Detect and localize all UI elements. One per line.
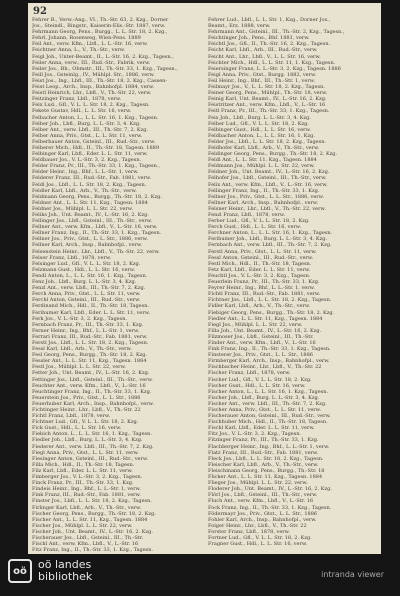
directory-entry: Felzmann Gust., Hdl., L. L. Str. 16, verw. bbox=[32, 266, 136, 273]
directory-entry: Flörl Jos., Lbfl., Gsteinl., III., Th.-Str., verw. bbox=[208, 492, 318, 499]
directory-entry: Fellner Franz, Ing., II., Th.-Str. 33, 1. Kzg., Tagesn. bbox=[32, 230, 162, 237]
directory-entry: Feldbauer Jos., V. L.-Str. 3, 2. Kzg., Tagesn. bbox=[32, 157, 142, 164]
directory-entry: Fiedler Joh., Lbfl., Burg. L. L.-Str. 3, 4. Kzg. bbox=[32, 437, 143, 444]
directory-entry: Fichtl Franz, III., Rud.-Str., Fab. 1881, verw. bbox=[208, 291, 321, 298]
directory-entry: Ferstl Jos., Lbfl., L. L. Str. 18, 2. Kzg., Tagesn. bbox=[32, 339, 149, 346]
directory-entry: Feuerlein Franz, Pr., III., Th.-Str. 33, 1. Kzg. bbox=[208, 279, 320, 286]
directory-entry: Felhofer Jos., Lbfl., Gsteinl., III., Th.-Str., verw. bbox=[208, 175, 327, 182]
directory-entry: Flatz Franz, III., Rud.-Str., Fab. 1881, verw. bbox=[208, 449, 319, 456]
directory-entry: Beamt., Erz. 1888, verw. bbox=[208, 23, 271, 30]
directory-entry: Felder Jos., Lbfl., L. L. Str. 18, 2. Kzg., Tagesn. bbox=[208, 138, 327, 145]
directory-entry: Feicht Karl, Lbfl., Arb., III., Rud.-Str., verw. bbox=[208, 47, 318, 54]
directory-entry: Fenz Joh., Lbfl., Burg. L. L.-Str. 3, 4. Kzg. bbox=[32, 279, 137, 286]
directory-entry: Flieger Jos., Mühlpl. L. L. Str. 22, verw. bbox=[208, 480, 308, 487]
directory-entry: Feigl Anna, Priv., Gtst., Burgg. 1882, verw. bbox=[208, 71, 317, 78]
logo-line-2: bibliothek bbox=[38, 570, 93, 583]
directory-entry: Ferch Anna, Priv., Gtst., L. L. Str. 11, verw. bbox=[32, 291, 141, 298]
directory-entry: Filzmoser Jos., Lbfl., Gsteinl., III., Th.-Str. bbox=[208, 333, 314, 340]
directory-entry: Fleischmann Georg, Pens., Burgg., Th.-Str. 18 bbox=[208, 467, 325, 474]
directory-entry: Fendl Anton, L., L. L. Str. 16, 1. Kzg., Tagesn. bbox=[32, 272, 148, 279]
directory-entry: Fernbach Franz, Pr., III., Th.-Str. 33, 1. Kzg. bbox=[32, 321, 144, 328]
directory-entry: Firlinger Karl, Lbfl., Arb., V., Th.-Str., verw. bbox=[32, 504, 142, 511]
directory-entry: Fink Franz, Ing., II., Th.-Str. 33, 1. Kzg., Tagesn. bbox=[208, 346, 331, 353]
directory-entry: Fehrl, Johann, Rosenweg, Wien-Pens. 1889 bbox=[32, 35, 141, 42]
directory-entry: Feuchtl Jos., V. L.-Str. 3, 2. Kzg., Tagesn. bbox=[208, 272, 311, 279]
directory-entry: Fischer Ant., verw. Lbfl., III., Th.-Str. 7, 2. Kzg. bbox=[208, 400, 327, 407]
directory-entry: Feuerstein Jos., Priv., Gtst., L. L. Str., 1886 bbox=[32, 394, 141, 401]
directory-entry: Feldner Ant., L. L. Str. 11, Kzg., Tagesn. 1884 bbox=[32, 199, 148, 206]
directory-entry: Fischerauer Anton, Gsteinl., III., Rud.-Str., verw. bbox=[208, 413, 331, 420]
directory-entry: Fellner Ant., verw. Kfm., Lbfl., V., L.-Str. 16, verw. bbox=[32, 224, 158, 231]
directory-entry: Fischer Joh., Lbfl., Burg. L. L.-Str. 3, 4. Kzg. bbox=[208, 394, 320, 401]
directory-entry: Feichter Mich., Hdl., L. L. Str. 11, 1. Kzg., Tagesn. bbox=[208, 59, 336, 66]
directory-entry: Fitz Franz, Ing., II., Th.-Str. 33, 1. Kzg., Tagesn. bbox=[32, 547, 154, 554]
directory-entry: Feldmann Jos., Mühlpl. L. L. Str. 22, verw. bbox=[208, 163, 315, 170]
directory-entry: Ferrari Franz, III., Rud.-Str., Fab. 1881, verw. bbox=[32, 333, 148, 340]
directory-entry: Fischl Karl, Lbfl., Eder. L. L. Str. 11, verw. bbox=[208, 425, 315, 432]
directory-entry: Feuchtinger Franz, Ing., II., Th.-Str. 33, 1. Kzg. bbox=[32, 388, 152, 395]
directory-entry: Feichtner Anna, L., V., Th.-Str., verw. bbox=[32, 47, 126, 54]
directory-entry: Fischer Georg, Pens., Burgg., Th.-Str. 18, 2. Kzg. bbox=[32, 510, 156, 517]
directory-entry: Fiederer Ant., verw. Lbfl., III., Th.-Str. 7, 2. Kzg. bbox=[32, 443, 154, 450]
directory-entry: Ferner Heinr., Ing., Bhf., L. L.-Str. 1, verw. bbox=[32, 327, 140, 334]
directory-entry: Fischer Ant., L. L. Str. 11, Kzg., Tagesn. 1884 bbox=[32, 516, 148, 523]
directory-entry: Fiedler Ant., L. L. Str. 11, Kzg., Tagesn. 1884 bbox=[208, 315, 323, 322]
directory-entry: Fimberger Jos., V. L.-Str. 3, 2. Kzg., Tagesn. bbox=[32, 474, 143, 481]
directory-entry: Feist Leop., Arch., Insp., Bahnhofpl. 1884, verw. bbox=[32, 84, 155, 91]
directory-entry: Födermayr Jos., Priv., Gtst., L. L. Str., 1886 bbox=[208, 510, 318, 517]
directory-entry: Jos., Steindl., Ringstr., Kaiserin-Elis.-Str. 1887, verw. bbox=[32, 23, 166, 30]
directory-entry: Fischhuber Mich., Hdl., II., Th.-Str. 18, Tagesn. bbox=[208, 419, 328, 426]
directory-entry: Felber Ant., verw. Lbfl., III., Th.-Str. 7, 2. Kzg. bbox=[32, 126, 149, 133]
directory-entry: Felsenstein Heinr., Lhr., Lbfl., V., Th.-Str. 22, verw. bbox=[32, 248, 160, 255]
directory-entry: Fischer Gust., Hdl., L. L. Str. 16, verw. bbox=[208, 382, 306, 389]
directory-entry: Feuchter Ant., verw. Kfm., Lbfl., V., L.-Str. 16 bbox=[32, 382, 146, 389]
directory-entry: Feistritzer Ant., verw. Kfm., Lbfl., V., L.-Str. 16 bbox=[208, 102, 326, 109]
directory-entry: Ferstl Anna, Priv., Gtst., L. L. Str. 11, verw. bbox=[208, 248, 317, 255]
directory-entry: Folger Heinr., Lhr., Lbfl., V., Th.-Str. 22 bbox=[208, 522, 307, 529]
directory-entry: Fleischer Karl, Lbfl., Arb., V., Th.-Str., verw. bbox=[208, 461, 319, 468]
directory-entry: Feldner Joh., Unt. Beamt., IV., L.-Str. 16, 2. Kzg. bbox=[208, 169, 330, 176]
directory-entry: Fiesinger Anton, Gsteinl., III., Rud.-Str., verw. bbox=[32, 455, 149, 462]
library-logo-text bbox=[38, 559, 92, 583]
directory-entry: Fohler Karl, Arch., Insp., Bahnhofpl., verw. bbox=[208, 516, 317, 523]
directory-entry: Festl Mich., Hdl., II., Th.-Str. 18, Tagesn. bbox=[208, 260, 312, 267]
directory-entry: Feliks Joh., Unt. Beamt., IV., L.-Str. 16, 2. Kzg. bbox=[32, 212, 149, 218]
directory-entry: Ferchl Anton, Gsteinl., III., Rud.-Str., verw. bbox=[32, 297, 141, 304]
directory-entry: Fink Franz, III., Rud.-Str., Fab. 1881, verw. bbox=[32, 492, 141, 499]
directory-entry: Fellinger Franz, Ing., II., Th.-Str. 33, 1. Kzg. bbox=[208, 187, 320, 194]
directory-entry: Feyrer Heinr., Ing., Bhf., L. L.-Str. 1, verw. bbox=[208, 285, 315, 292]
directory-entry: Fischer Lud., Gfl., V. L. L. Str. 18, 2. Kzg. bbox=[208, 376, 312, 383]
directory-entry: Fettinger Jos., Lbfl., Gsteinl., III., Th.-Str., verw. bbox=[32, 376, 153, 383]
directory-entry: Feldler Karl, Lbfl., Arb., V., Th.-Str., verw. bbox=[32, 187, 137, 194]
directory-entry: Felbinger Gust., Hdl., L. L. Str. 16, verw. bbox=[208, 126, 311, 133]
directory-entry: Fischer Jos., Mühlpl. L. L. Str. 22, verw. bbox=[32, 522, 133, 529]
directory-entry: Felix Ant., verw. Kfm., Lbfl., V., L.-Str. 16, verw. bbox=[208, 181, 328, 188]
directory-entry: Finsterer Jos., Priv., Gtst., L. L. Str., 1886 bbox=[208, 352, 313, 359]
directory-entry: Fehrer Lud., Lbfl., L. L. Str. 1, Kzg., Dorner Jos., bbox=[208, 17, 331, 23]
directory-entry: Fehrmann Georg, Pens., Burgg., L. L. Str. 18, 2. Kzg., bbox=[32, 29, 168, 36]
directory-entry: Feil Ant., verw. Kfm., Lbfl., L. L.-Str. 16, verw. bbox=[32, 41, 148, 48]
directory-entry: Fessler Ant., L. L. Str. 11, Kzg., Tagesn. 1884 bbox=[32, 358, 147, 365]
directory-entry: Ferch Gust., Hdl., L. L. Str. 16, verw. bbox=[208, 224, 302, 231]
directory-entry: Fellner Jos., Priv., Gtst., L. L. Str., 1886, verw. bbox=[32, 236, 148, 243]
directory-entry: Fernbach Ant., verw. Lbfl., III., Th.-Str. 7, 2. Kzg. bbox=[208, 242, 332, 249]
directory-entry: Fessl Anton, Gsteinl., III., Rud.-Str., verw. bbox=[208, 254, 314, 261]
directory-entry: Fock Franz, Ing., II., Th.-Str. 33, 1. Kzg., Tagesn. bbox=[208, 504, 332, 511]
directory-entry: Fessl Karl, Lbfl., Arb., V., Th.-Str., verw. bbox=[32, 346, 132, 353]
directory-entry: Feistl Heinrich, Lhr., Lbfl., V., Th.-Str. 22, verw. bbox=[32, 90, 152, 97]
directory-entry: Fragner Gust., Hdl., L. L. Str. 16, verw. bbox=[208, 541, 308, 548]
directory-entry: Felder Franz, Pr., III., Th.-Str. 33, 1. Kzg., Tagesn., bbox=[32, 163, 161, 170]
scanned-page bbox=[28, 3, 381, 554]
directory-entry: Felderer Franz, III., Rud.-Str., Fab. 1881, verw. bbox=[32, 175, 152, 182]
directory-entry: Flachberger Heinr., Ing., Bhf., L. L.-Str. 1, verw. bbox=[208, 443, 330, 450]
directory-entry: Fischer Anna, Priv., Gtst., L. L. Str. 11, verw. bbox=[208, 407, 321, 413]
directory-entry: Fehrer B., Verw.-Ang., VI., Th.-Str. 63, 2. Kzg., Dorner bbox=[32, 17, 169, 23]
directory-entry: Feix Joh., Lbfl., Burg. L. L.-Str. 3, 4. Kzg. bbox=[208, 114, 311, 121]
directory-entry: Fellner Jos., Priv., Gtst., L. L. Str., 1886, verw. bbox=[208, 193, 324, 200]
directory-entry: Felsinger Lud., Gfl., V. L. L. Str. 18, 2. Kzg. bbox=[32, 260, 141, 267]
directory-entry: Feinig Karl, Unt. Beamt., IV., L.-Str. 16, 2. Kzg. bbox=[208, 96, 327, 103]
directory-entry: Fetter Joh., Unt. Beamt., IV., L.-Str. 16, 2. Kzg. bbox=[32, 370, 150, 377]
directory-entry: Fischbacher Heinr., Lhr., Lbfl., V., Th.-Str. 22 bbox=[208, 364, 322, 371]
directory-entry: Felber Anna, Priv., Gtst., L. L. Str. 11, verw. bbox=[32, 132, 143, 139]
directory-entry: Felbacher Anton, L., L. L. Str. 16, 1. Kzg., Tagesn. bbox=[32, 114, 159, 121]
directory-entry: Fehrmann Ant., Gsteinl., III., Th.-Str. 2, Kzg., Tagesn., bbox=[208, 29, 345, 36]
directory-entry: Feldhofer Karl, Lbfl., Arb., V., Th.-Str., verw. bbox=[208, 144, 320, 151]
directory-entry: Fenzl Ant., verw. Lbfl., III., Th.-Str. 7, 2. Kzg. bbox=[32, 285, 146, 292]
directory-entry: Fischl Ant., verw. Kfm., Lbfl., V., L.-Str. 16 bbox=[32, 541, 139, 548]
directory-entry: Feiersinger Franz, L. L.-Str. 3, 2. Kzg., Tagesn. 1886 bbox=[208, 65, 341, 72]
directory-entry: Feitl Franz, Pr., III., Th.-Str. 33, 1. Kzg., Tagesn. bbox=[208, 108, 330, 115]
directory-entry: Ferber Lud., Gfl., V. L. L. Str. 18, 2. Kzg. bbox=[208, 218, 310, 225]
directory-entry: Flicker Ant., L. L. Str. 11, Kzg., Tagesn. 1884 bbox=[208, 474, 323, 481]
directory-entry: Feicht Ant., Lhr., Lbfl., V., L. L. Str. 16, verw. bbox=[208, 53, 321, 60]
directory-entry: Fitz Jos., V. L.-Str. 3, 2. Kzg., Tagesn. bbox=[208, 431, 302, 438]
directory-entry: Feiler Jos., Bh., Obmstr., III., Th.-Str. 33, 1. Kzg., Tagesn., bbox=[32, 65, 178, 72]
directory-entry: Fiegl Anna, Priv., Gtst., L. L. Str. 11, verw. bbox=[32, 449, 139, 456]
directory-entry: Feill Jos., Gsteinlg., IV., Mühlpl. Str., 1886, verw. bbox=[32, 71, 155, 78]
directory-entry: Ferchner Anton, L., L. L. Str. 16, 1. Kzg., Tagesn. bbox=[208, 230, 333, 237]
library-logo-icon: oö bbox=[8, 559, 32, 583]
directory-entry: Felber Joh., Lbfl., Burg. L. L.-Str. 3, 4. Kzg. bbox=[32, 120, 141, 127]
directory-entry: Fekete Gustav, Hdl., L. L. Str. 16, verw. bbox=[32, 108, 132, 115]
directory-entry: Fitzinger Franz, Pr., III., Th.-Str. 33, 1. Kzg. bbox=[208, 437, 319, 444]
directory-entry: Ferdinand Mich., Hdl., II., Th.-Str. 18, Tagesn. bbox=[32, 303, 150, 310]
viewer-footer bbox=[0, 556, 400, 596]
directory-entry: Feldbacher Anton, L., L. L. Str. 16, 1. Kzg. bbox=[208, 132, 315, 139]
library-logo[interactable] bbox=[8, 559, 92, 583]
logo-line-1: oö landes bbox=[38, 558, 92, 571]
directory-entry: Festl Jos., Mühlpl. L. L. Str. 22, verw. bbox=[32, 364, 126, 371]
directory-entry: Fichtl Franz, Lbfl., 1878, verw. bbox=[32, 413, 111, 420]
directory-entry: Fischer Franz, Lbfl., 1878, verw. bbox=[208, 370, 291, 377]
directory-entry: Fidler Karl, Lbfl., Arb., V., Th.-Str., verw. bbox=[208, 303, 311, 310]
directory-entry: Fetz Karl, Lbfl., Eder. L. L. Str. 11, verw. bbox=[208, 266, 311, 273]
directory-entry: Feitzinger Franz, Lbfl., 1878, verw. bbox=[32, 96, 122, 103]
directory-entry: Fischer Anton, L., L. L. Str. 16, 1. Kzg., Tagesn. bbox=[208, 388, 329, 395]
directory-entry: Feldinger Georg, Pens., Burgg., Th.-Str. 18, 2. Kzg. bbox=[208, 151, 338, 158]
directory-entry: Fellner Karl, Arch., Insp., Bahnhofpl., verw. bbox=[32, 242, 143, 249]
directory-entry: Feldner Jos., Mühlpl. L. L. Str. 22, verw. bbox=[32, 205, 134, 212]
directory-entry: Fichtinger Heinr., Lhr., Lbfl., V., Th.-Str. 22 bbox=[32, 407, 141, 413]
directory-entry: Felder Heinr., Ing., Bhf., L. L.-Str. 1, verw. bbox=[32, 169, 139, 176]
directory-entry: Fleck Jos., Lbfl., L. L. Str. 18, 2. Kzg., Tagesn. bbox=[208, 455, 324, 462]
directory-entry: Felser Franz, Lbfl., 1878, verw. bbox=[32, 254, 112, 261]
directory-entry: Finck Franz, Pr., III., Th.-Str. 33, 1. Kzg. bbox=[32, 480, 134, 487]
directory-entry: Forster Franz, Lbfl., 1878, verw. bbox=[208, 528, 290, 535]
directory-entry: Fichtner Jos., Lbfl., L. L. Str. 18, 2. Kzg., Tagesn. bbox=[208, 297, 332, 304]
directory-entry: Ferihumer Joh., Lbfl., Burg. L. L.-Str. 3, 4. Kzg. bbox=[208, 236, 327, 243]
directory-entry: Filla Mich., Hdl., II., Th.-Str. 18, Tagesn. bbox=[32, 461, 135, 468]
directory-entry: Fischer Joh., Unt. Beamt., IV., L.-Str. 16, 2. Kzg. bbox=[32, 528, 153, 535]
directory-entry: Feist Jos., Ing., Lbfl., III., Th.-Str. 18, 2. Kzg., Cassen- bbox=[32, 77, 168, 84]
directory-entry: Feldmann Georg, Pens., Burgg., Th.-Str. 18, 2. Kzg. bbox=[32, 193, 162, 200]
directory-entry: Feilmayr Jos., V., L. L. Str. 18, 2. Kzg., Tagesn. bbox=[208, 84, 325, 91]
directory-entry: Felber Lud., Gfl., V. L. L. Str. 18, 2. Kzg. bbox=[208, 120, 309, 127]
directory-entry: Ferihumer Karl, Lbfl., Eder. L. L. Str. 11, verw. bbox=[32, 309, 151, 316]
directory-entry: Fiebiger Georg, Pens., Burgg., Th.-Str. 18, 2. Kzg. bbox=[208, 309, 335, 316]
directory-entry: Fichtner Lud., Gfl., V. L. L. Str. 18, 2. Kzg. bbox=[32, 419, 139, 426]
directory-entry: Finster Jos., Lbfl., L. L. Str. 18, 2. Kzg., Tagesn. bbox=[32, 498, 152, 505]
directory-entry: Feldl Ant., L. L. Str. 11, Kzg., Tagesn. 1884 bbox=[208, 157, 317, 164]
directory-entry: Felsner Heinr., Lhr., Lbfl., V., Th.-Str. 22, verw. bbox=[208, 205, 326, 212]
directory-entry: Feix Lud., Gfl., V. L. L. Str. 18, 2. Kzg., Tagesn. bbox=[32, 102, 150, 109]
directory-entry: Feichtinger Joh., Pens., Bhf. 1881, verw. bbox=[208, 35, 310, 42]
directory-entry: Fiebich Anton, L., L. L. Str. 16, 1. Kzg., Tagesn. bbox=[32, 431, 152, 438]
directory-entry: Fiegl Jos., Mühlpl. L. L. Str. 22, verw. bbox=[208, 321, 303, 328]
directory-entry: Felberer Mich., Hdl., II., Th.-Str. 18, Tagesn. 1889 bbox=[32, 144, 160, 151]
directory-entry: Feil Heinr., Ing., Bhf., III., Th.-Str. 1, verw. bbox=[208, 77, 315, 84]
directory-entry: Fellner Karl, Arch., Insp., Bahnhofpl., verw. bbox=[208, 199, 319, 206]
directory-entry: Firmberger Karl, Arch., Insp., Bahnhofpl., verw. bbox=[208, 358, 330, 365]
directory-entry: Fick Gust., Hdl., L. L. Str. 16, verw. bbox=[32, 425, 122, 432]
directory-entry: Finder Ant., verw. Kfm., Lbfl., V., L.-Str. 16 bbox=[208, 339, 316, 346]
directory-entry: Feldl Jos., Lbfl., L. L. Str. 18, 2. Kzg., Tagesn. bbox=[32, 181, 147, 188]
page-number: 92 bbox=[33, 6, 47, 17]
directory-entry: Fluch Ant., verw. Kfm., Lbfl., V., L.-Str. 16 bbox=[208, 498, 314, 505]
directory-entry: Floderer Joh., Unt. Beamt., IV., L.-Str. 16, 2. Kzg. bbox=[208, 486, 332, 493]
directory-entry: Feuerhuber Karl, Arch., Insp., Bahnhofpl., verw. bbox=[32, 400, 154, 407]
directory-entry: Fischerauer Jos., Lbfl., Gsteinl., III., Th.-Str. bbox=[32, 534, 144, 541]
directory-entry: Feiler Anna, verw., III., Rud.-Str., Fabrik, verw. bbox=[32, 59, 151, 66]
directory-entry: Feigl Joh., Unter-Beamt., II., L.-Str. 16, 2. Kzg., Tagesn., bbox=[32, 53, 174, 60]
directory-entry: Filla Joh., Unt. Beamt., IV., L.-Str. 16, 2. Kzg. bbox=[208, 327, 322, 334]
left-column bbox=[32, 17, 202, 553]
viewer-label[interactable]: intranda viewer bbox=[321, 570, 384, 579]
directory-entry: Feichtl Jos., Gfl., II., Th.-Str. 16, 2. Kzg., Tagesn. bbox=[208, 41, 331, 48]
directory-entry: Felbinger Karl, Lbfl., Eder. L. L. Str. 11, verw. bbox=[32, 151, 148, 158]
directory-entry: Feiner Georg, Pens., Mühlpl., Th.-Str. 18, verw. bbox=[208, 90, 328, 97]
directory-entry: Fesl Georg, Pens., Burgg., Th.-Str. 18, 2. Kzg. bbox=[32, 352, 148, 359]
directory-entry: Ferk Jos., V. L.-Str. 3, 2. Kzg., Tagesn. bbox=[32, 315, 128, 322]
directory-entry: Filz Karl, Lbfl., Eder. L. L. Str. 11, verw. bbox=[32, 467, 133, 474]
directory-entry: Findeis Heinr., Ing., Bhf., L. L.-Str. 1, verw. bbox=[32, 486, 141, 493]
directory-entry: Felberbauer Anton, Gsteinl., III., Rud.-Str., verw. bbox=[32, 138, 156, 145]
right-column bbox=[208, 17, 378, 547]
directory-entry: Fortner Lud., Gfl., V. L. L. Str. 18, 2. Kzg. bbox=[208, 534, 312, 541]
directory-entry: Fenzl Franz, Lbfl., 1878, verw. bbox=[208, 212, 286, 218]
directory-entry: Fellinger Jos., Lbfl., Gsteinl., III., Th.-Str., verw. bbox=[32, 218, 153, 225]
